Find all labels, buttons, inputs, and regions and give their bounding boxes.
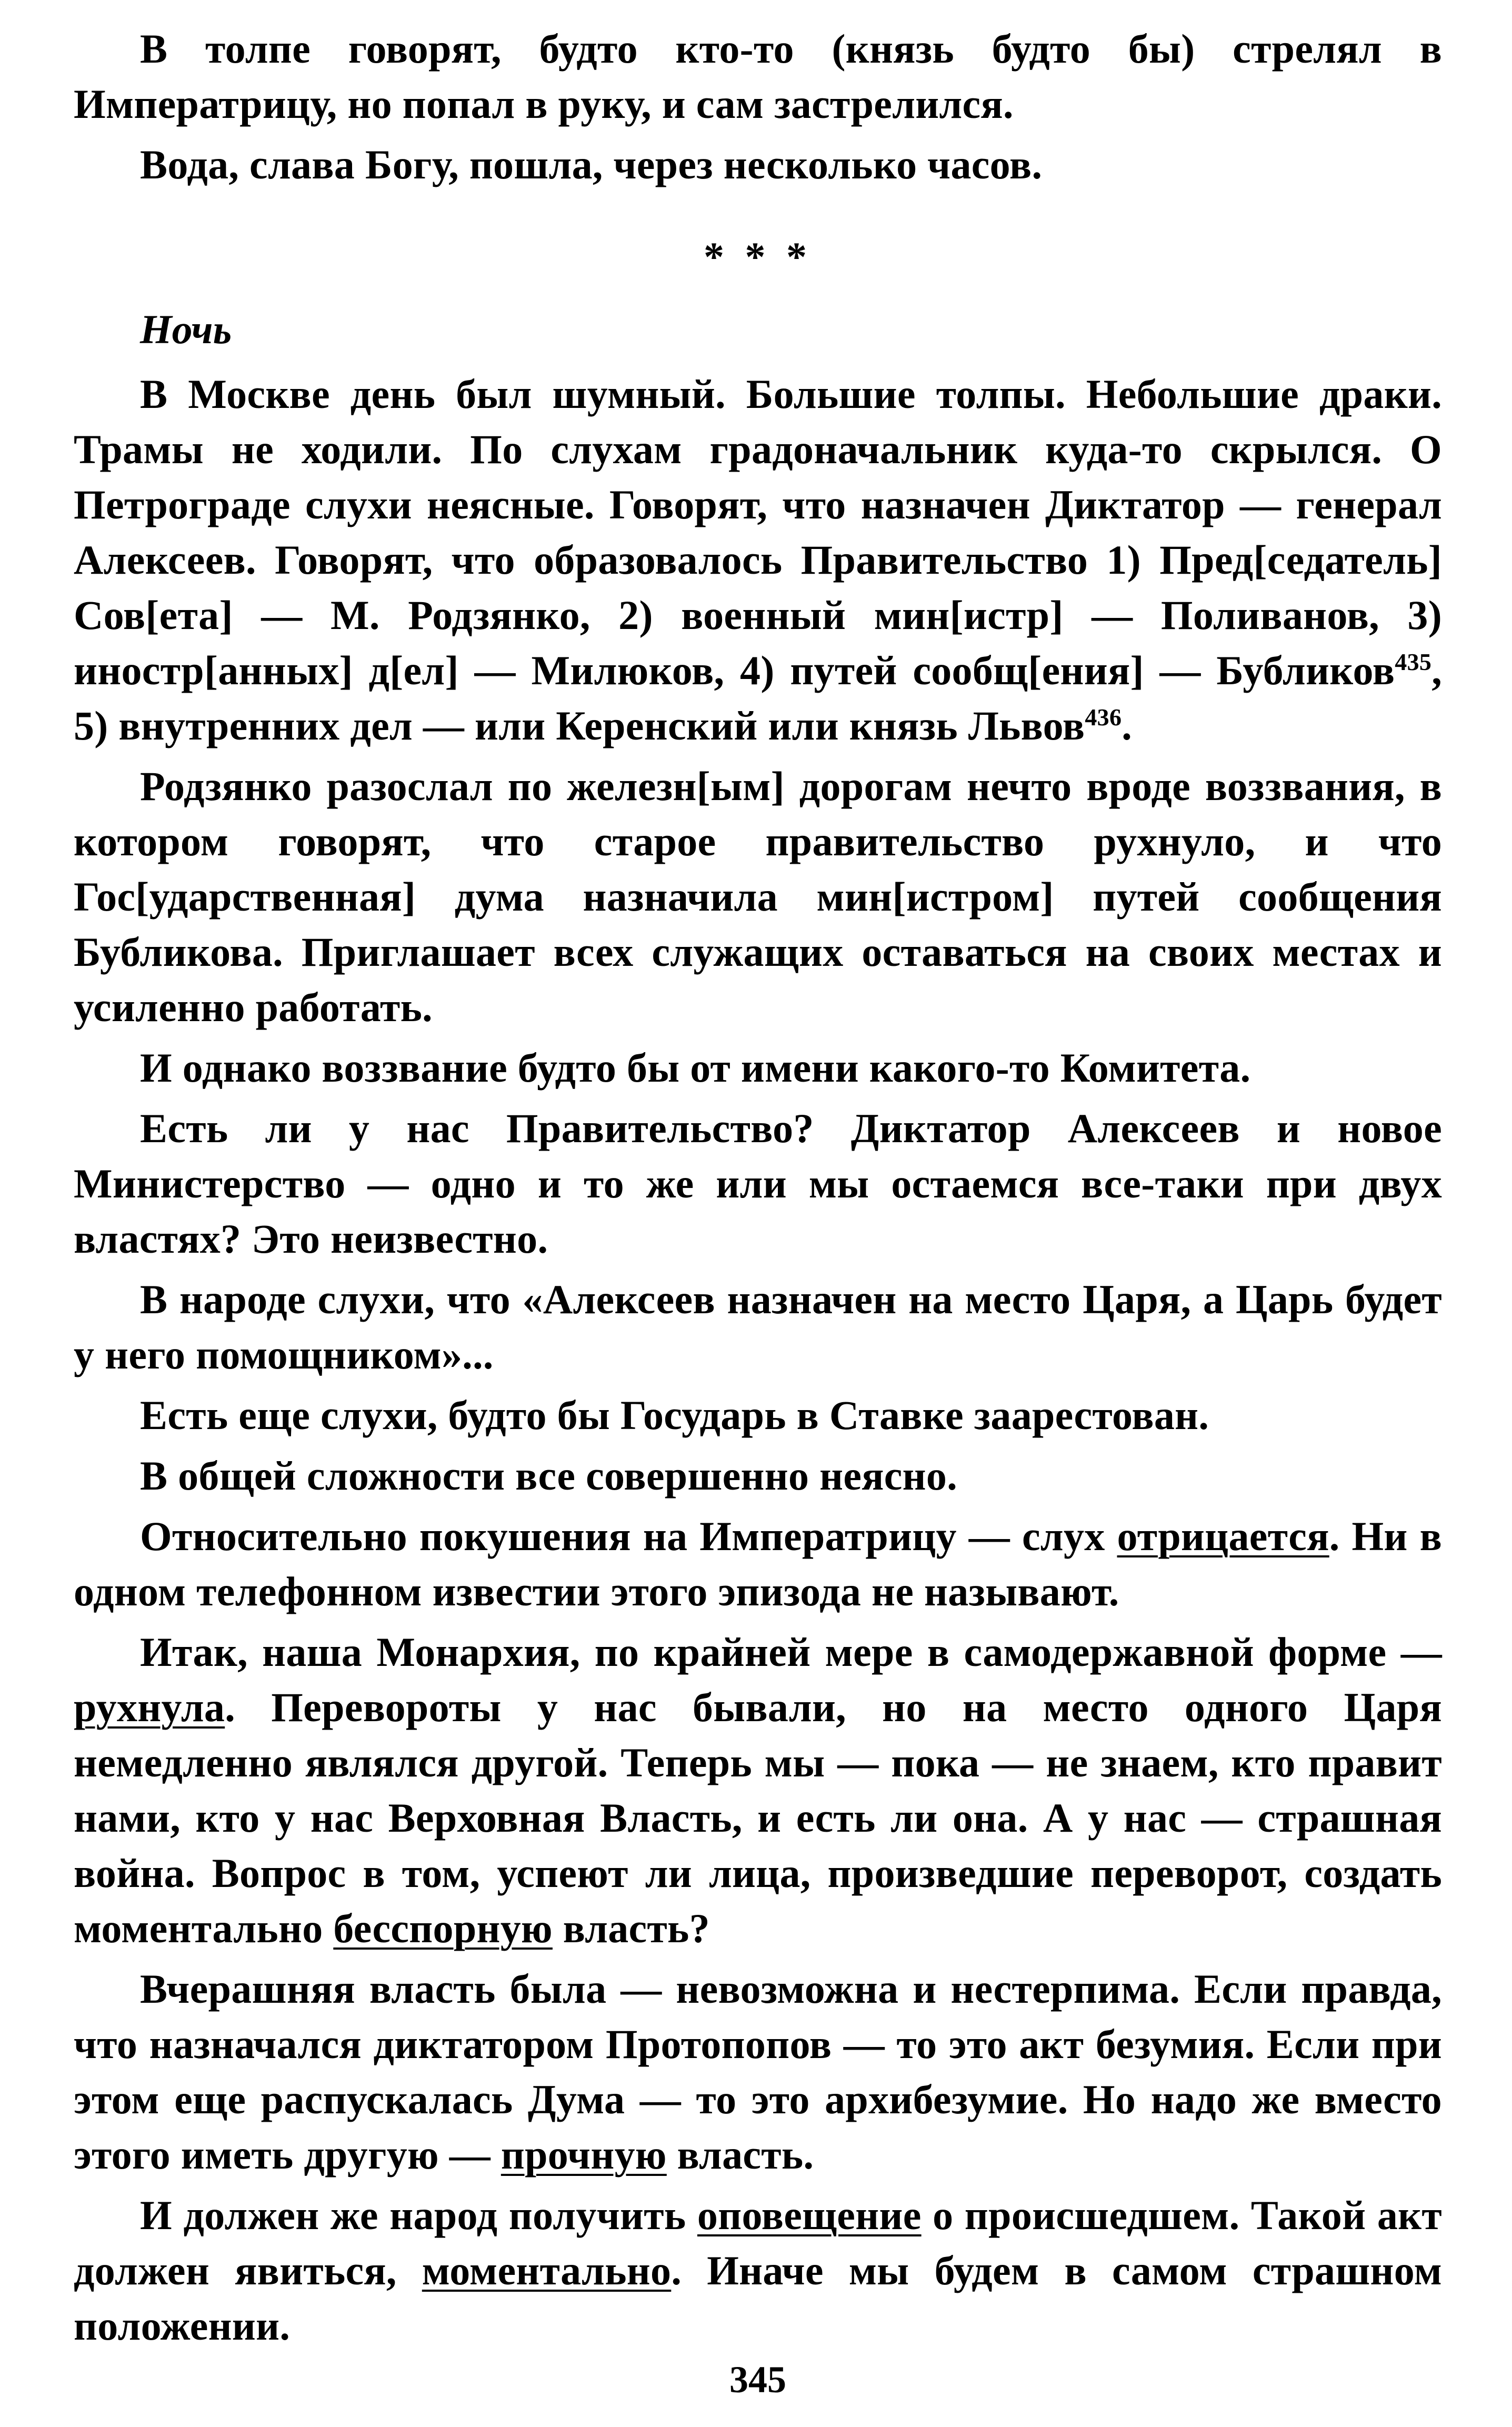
paragraph-committee: И однако воззвание будто бы от имени какого-то Комитета. [140, 1045, 1251, 1091]
underlined-word-denied: отрицается [1117, 1513, 1329, 1559]
paragraph-monarchy [74, 1624, 1442, 1956]
underlined-word-collapsed: рухнула [74, 1684, 225, 1730]
underlined-word-announcement: оповещение [697, 2192, 922, 2238]
paragraph-yesterday-part1: Вчерашняя власть была — невозможна и нестерпима. Если правда, что назначался диктатором Протопопов — то это акт безумия. Если при этом еще распускалась Дума — то это архибезумие. Но надо же вместо этого иметь другую — [74, 1966, 1442, 2178]
paragraph-moscow-text: В Москве день был шумный. Большие толпы. Небольшие драки. Трамы не ходили. По слухам градоначальник куда-то скрылся. О Петрограде слухи неясные. Говорят, что назначен Диктатор — генерал Алексеев. Говорят, что образовалось Правительство 1) Пред[седатель] Сов[ета] — М. Родзянко, 2) военный мин[истр] — Поливанов, 3) иностр[анных] д[ел] — Милюков, 4) путей сообщ[ения] — Бубликов [74, 371, 1442, 693]
paragraph-people-part3: . Иначе мы будем в самом страшном положении. [74, 2248, 1442, 2349]
paragraph-empress-rumor: В толпе говорят, будто кто-то (князь будто бы) стрелял в Императрицу, но попал в руку, и сам застрелился. [74, 26, 1442, 127]
paragraph-people-part2: о происшедшем. Такой акт должен явиться, [74, 2192, 1442, 2293]
paragraph-moscow-text-2: , 5) внутренних дел — или Керенский или князь Львов [74, 647, 1442, 748]
paragraph-empress-after: . Ни в одном телефонном известии этого эпизода не называют. [74, 1513, 1442, 1614]
paragraph-government: Есть ли у нас Правительство? Диктатор Алексеев и новое Министерство — одно и то же или мы остаемся все-таки при двух властях? Это неизвестно. [74, 1105, 1442, 1262]
footnote-ref-436: 436 [1085, 704, 1122, 731]
book-page [74, 21, 1442, 2401]
paragraph-empress-before: Относительно покушения на Императрицу — слух [140, 1513, 1117, 1559]
paragraph-yesterday-part2: власть. [666, 2132, 814, 2178]
section-heading: Ночь [140, 306, 232, 352]
paragraph-monarchy-part3: власть? [552, 1905, 710, 1951]
section-separator: * * * [704, 234, 812, 279]
footnote-ref-435: 435 [1395, 648, 1432, 675]
paragraph-stavka: Есть еще слухи, будто бы Государь в Ставке заарестован. [140, 1392, 1209, 1438]
paragraph-rumors: В народе слухи, что «Алексеев назначен на место Царя, а Царь будет у него помощником»... [74, 1276, 1442, 1377]
paragraph-moscow [74, 366, 1442, 753]
paragraph-unclear: В общей сложности все совершенно неясно. [140, 1453, 957, 1499]
paragraph-moscow-text-3: . [1122, 703, 1133, 748]
page-number: 345 [729, 2359, 786, 2401]
underlined-word-immediately: моментально [422, 2248, 672, 2293]
paragraph-yesterday [74, 1961, 1442, 2182]
paragraph-people-part1: И должен же народ получить [140, 2192, 697, 2238]
paragraph-water: Вода, слава Богу, пошла, через несколько часов. [140, 142, 1043, 187]
underlined-word-durable: прочную [500, 2132, 667, 2178]
paragraph-monarchy-part1: Итак, наша Монархия, по крайней мере в самодержавной форме — [140, 1629, 1442, 1675]
paragraph-rodzianko: Родзянко разослал по железн[ым] дорогам нечто вроде воззвания, в котором говорят, что старое правительство рухнуло, и что Гос[ударственная] дума назначила мин[истром] путей сообщения Бубликова. Приглашает всех служащих оставаться на своих местах и усиленно работать. [74, 763, 1442, 1030]
underlined-word-undisputed: бесспорную [333, 1905, 553, 1951]
paragraph-empress-denied [74, 1509, 1442, 1619]
paragraph-monarchy-part2: . Перевороты у нас бывали, но на место одного Царя немедленно являлся другой. Теперь мы — пока — не знаем, кто правит нами, кто у нас Верховная Власть, и есть ли она. А у нас — страшная война. Вопрос в том, успеют ли лица, произведшие переворот, создать моментально [74, 1684, 1442, 1951]
paragraph-people [74, 2188, 1442, 2353]
